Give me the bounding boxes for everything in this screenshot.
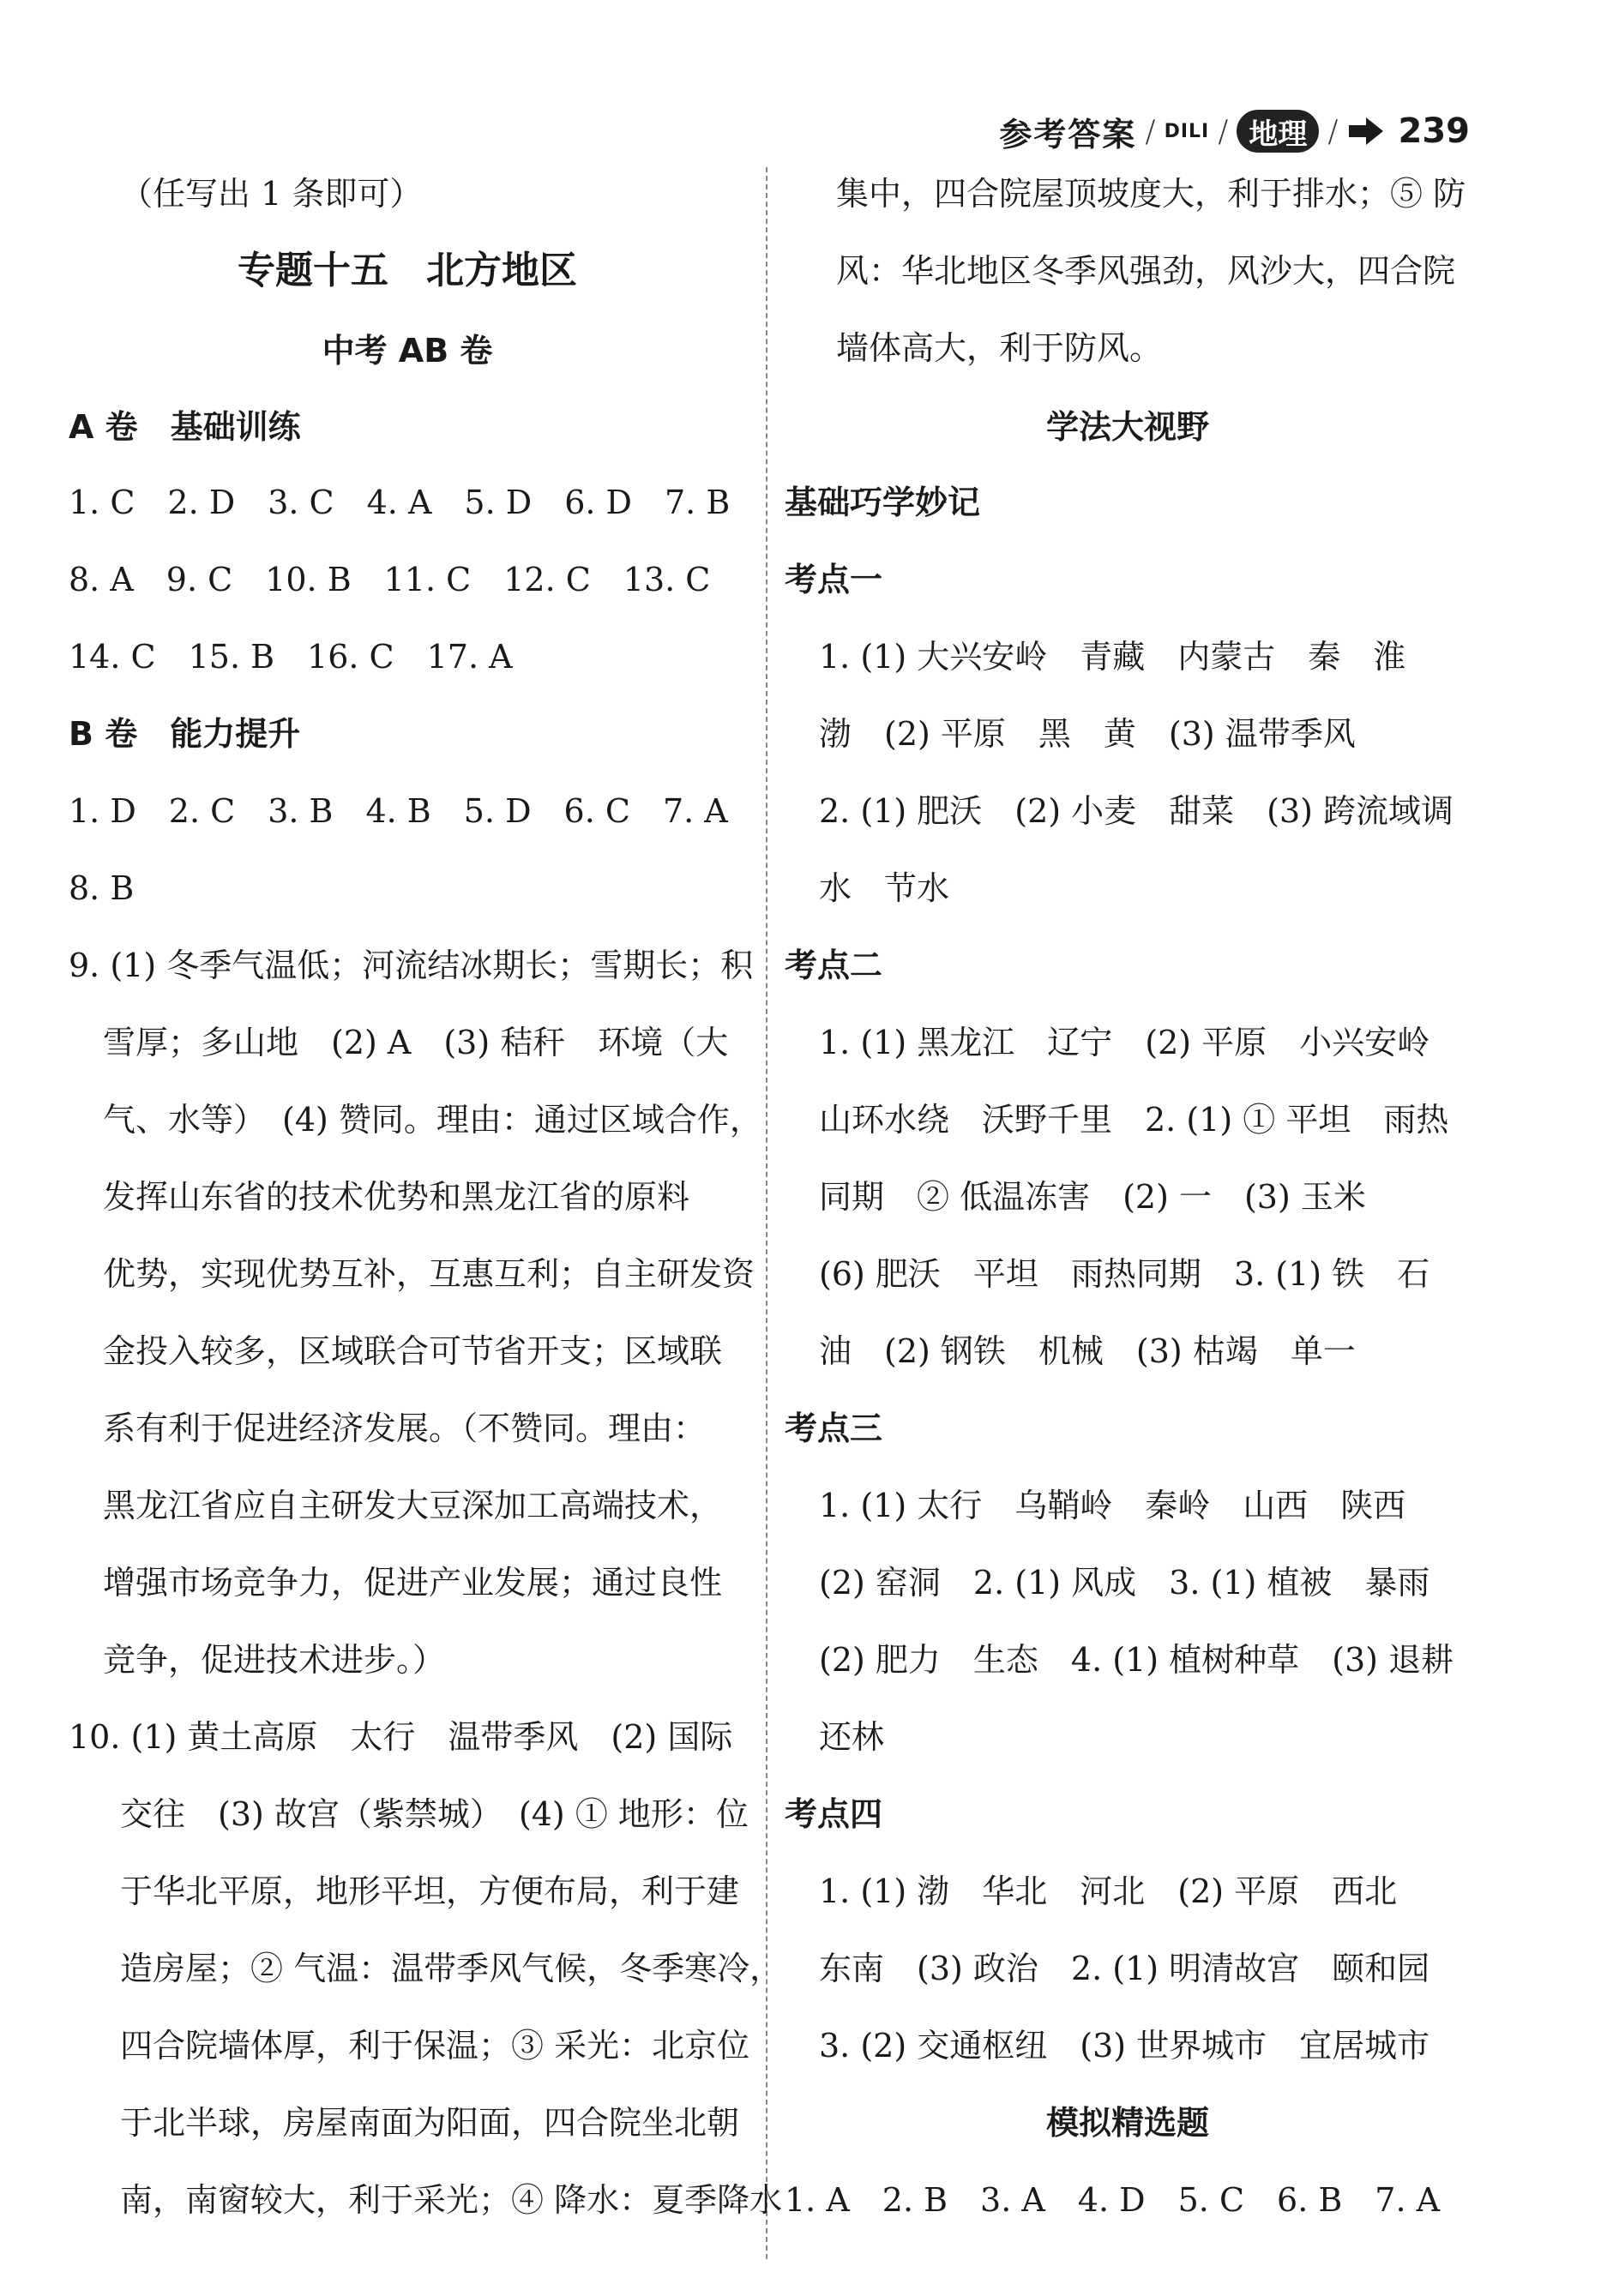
q10-line: 造房屋；② 气温：温带季风气候，冬季寒冷， [120, 1950, 783, 1987]
kaodian-line: 1. (1) 大兴安岭 青藏 内蒙古 秦 淮 [819, 638, 1406, 676]
header-title: 参考答案 [999, 115, 1137, 153]
q9-line: 金投入较多，区域联合可节省开支；区域联 [103, 1332, 723, 1370]
continued-line: 墙体高大，利于防风。 [836, 329, 1163, 367]
kaodian-heading: 考点二 [785, 947, 883, 984]
b-heading: B 卷 能力提升 [69, 715, 301, 753]
kaodian-heading: 考点四 [785, 1795, 883, 1833]
slash-divider: / [1218, 113, 1229, 149]
a-heading: A 卷 基础训练 [69, 408, 301, 446]
answer-row: 8. B [69, 869, 135, 907]
answer-row: 1. A 2. B 3. A 4. D 5. C 6. B 7. A [785, 2181, 1441, 2219]
section-title: 模拟精选题 [1045, 2104, 1209, 2142]
answer-row: 1. D 2. C 3. B 4. B 5. D 6. C 7. A [69, 792, 728, 830]
page-header [999, 101, 1470, 161]
subject-pinyin: DILI [1164, 120, 1210, 142]
kaodian-line: 山环水绕 沃野千里 2. (1) ① 平坦 雨热 [819, 1101, 1449, 1139]
q10-line: 于北半球，房屋南面为阳面，四合院坐北朝 [120, 2104, 740, 2142]
kaodian-line: 东南 (3) 政治 2. (1) 明清故宫 颐和园 [819, 1950, 1430, 1987]
kaodian-line: 2. (1) 肥沃 (2) 小麦 甜菜 (3) 跨流域调 [819, 792, 1454, 830]
kaodian-line: 还林 [819, 1718, 885, 1756]
q9-line: 黑龙江省应自主研发大豆深加工高端技术， [103, 1487, 723, 1524]
kaodian-heading: 考点一 [785, 561, 883, 598]
q10-line: 于华北平原，地形平坦，方便布局，利于建 [120, 1872, 740, 1910]
answer-row: 1. C 2. D 3. C 4. A 5. D 6. D 7. B [69, 484, 731, 521]
q9-line: 竞争，促进技术进步。） [103, 1641, 446, 1679]
q9-line: 发挥山东省的技术优势和黑龙江省的原料 [103, 1178, 690, 1216]
kaodian-line: 1. (1) 黑龙江 辽宁 (2) 平原 小兴安岭 [819, 1024, 1430, 1061]
continued-line: 集中，四合院屋顶坡度大，利于排水；⑤ 防 [836, 175, 1466, 213]
kaodian-line: 油 (2) 钢铁 机械 (3) 枯竭 单一 [819, 1332, 1356, 1370]
section-title: 学法大视野 [1045, 408, 1209, 446]
chapter-title: 专题十五 北方地区 [238, 249, 577, 292]
continued-line: 风：华北地区冬季风强劲，风沙大，四合院 [836, 252, 1456, 290]
kaodian-line: (6) 肥沃 平坦 雨热同期 3. (1) 铁 石 [819, 1255, 1430, 1293]
sub-heading: 基础巧学妙记 [785, 484, 981, 521]
q10-line: 10. (1) 黄土高原 太行 温带季风 (2) 国际 [69, 1718, 733, 1756]
q10-line: 交往 (3) 故宫（紫禁城） (4) ① 地形：位 [120, 1795, 749, 1833]
q9-line: 系有利于促进经济发展。（不赞同。理由： [103, 1409, 707, 1447]
arrow-right-icon [1347, 116, 1385, 147]
kaodian-line: 同期 ② 低温冻害 (2) 一 (3) 玉米 [819, 1178, 1366, 1216]
note-text: （任写出 1 条即可） [120, 175, 423, 213]
kaodian-heading: 考点三 [785, 1409, 883, 1447]
kaodian-line: 3. (2) 交通枢纽 (3) 世界城市 宜居城市 [819, 2027, 1430, 2065]
kaodian-line: (2) 窑洞 2. (1) 风成 3. (1) 植被 暴雨 [819, 1564, 1430, 1602]
slash-divider: / [1327, 113, 1339, 149]
section-title: 中考 AB 卷 [322, 332, 493, 370]
kaodian-line: 1. (1) 渤 华北 河北 (2) 平原 西北 [819, 1872, 1398, 1910]
q9-line: 气、水等） (4) 赞同。理由：通过区域合作， [103, 1101, 762, 1139]
kaodian-line: 水 节水 [819, 869, 950, 907]
column-divider [766, 167, 767, 2259]
answer-row: 8. A 9. C 10. B 11. C 12. C 13. C [69, 561, 711, 598]
kaodian-line: 渤 (2) 平原 黑 黄 (3) 温带季风 [819, 715, 1356, 753]
q9-line: 9. (1) 冬季气温低；河流结冰期长；雪期长；积 [69, 947, 754, 984]
q9-line: 增强市场竞争力，促进产业发展；通过良性 [103, 1564, 723, 1602]
subject-badge: 地理 [1237, 110, 1319, 153]
q10-line: 四合院墙体厚，利于保温；③ 采光：北京位 [120, 2027, 750, 2065]
q10-line: 南，南窗较大，利于采光；④ 降水：夏季降水 [120, 2181, 783, 2219]
kaodian-line: 1. (1) 太行 乌鞘岭 秦岭 山西 陕西 [819, 1487, 1406, 1524]
answer-row: 14. C 15. B 16. C 17. A [69, 638, 513, 676]
kaodian-line: (2) 肥力 生态 4. (1) 植树种草 (3) 退耕 [819, 1641, 1454, 1679]
q9-line: 雪厚；多山地 (2) A (3) 秸秆 环境（大 [103, 1024, 729, 1061]
q9-line: 优势，实现优势互补，互惠互利；自主研发资 [103, 1255, 755, 1293]
page-number: 239 [1398, 111, 1470, 151]
slash-divider: / [1145, 113, 1156, 149]
